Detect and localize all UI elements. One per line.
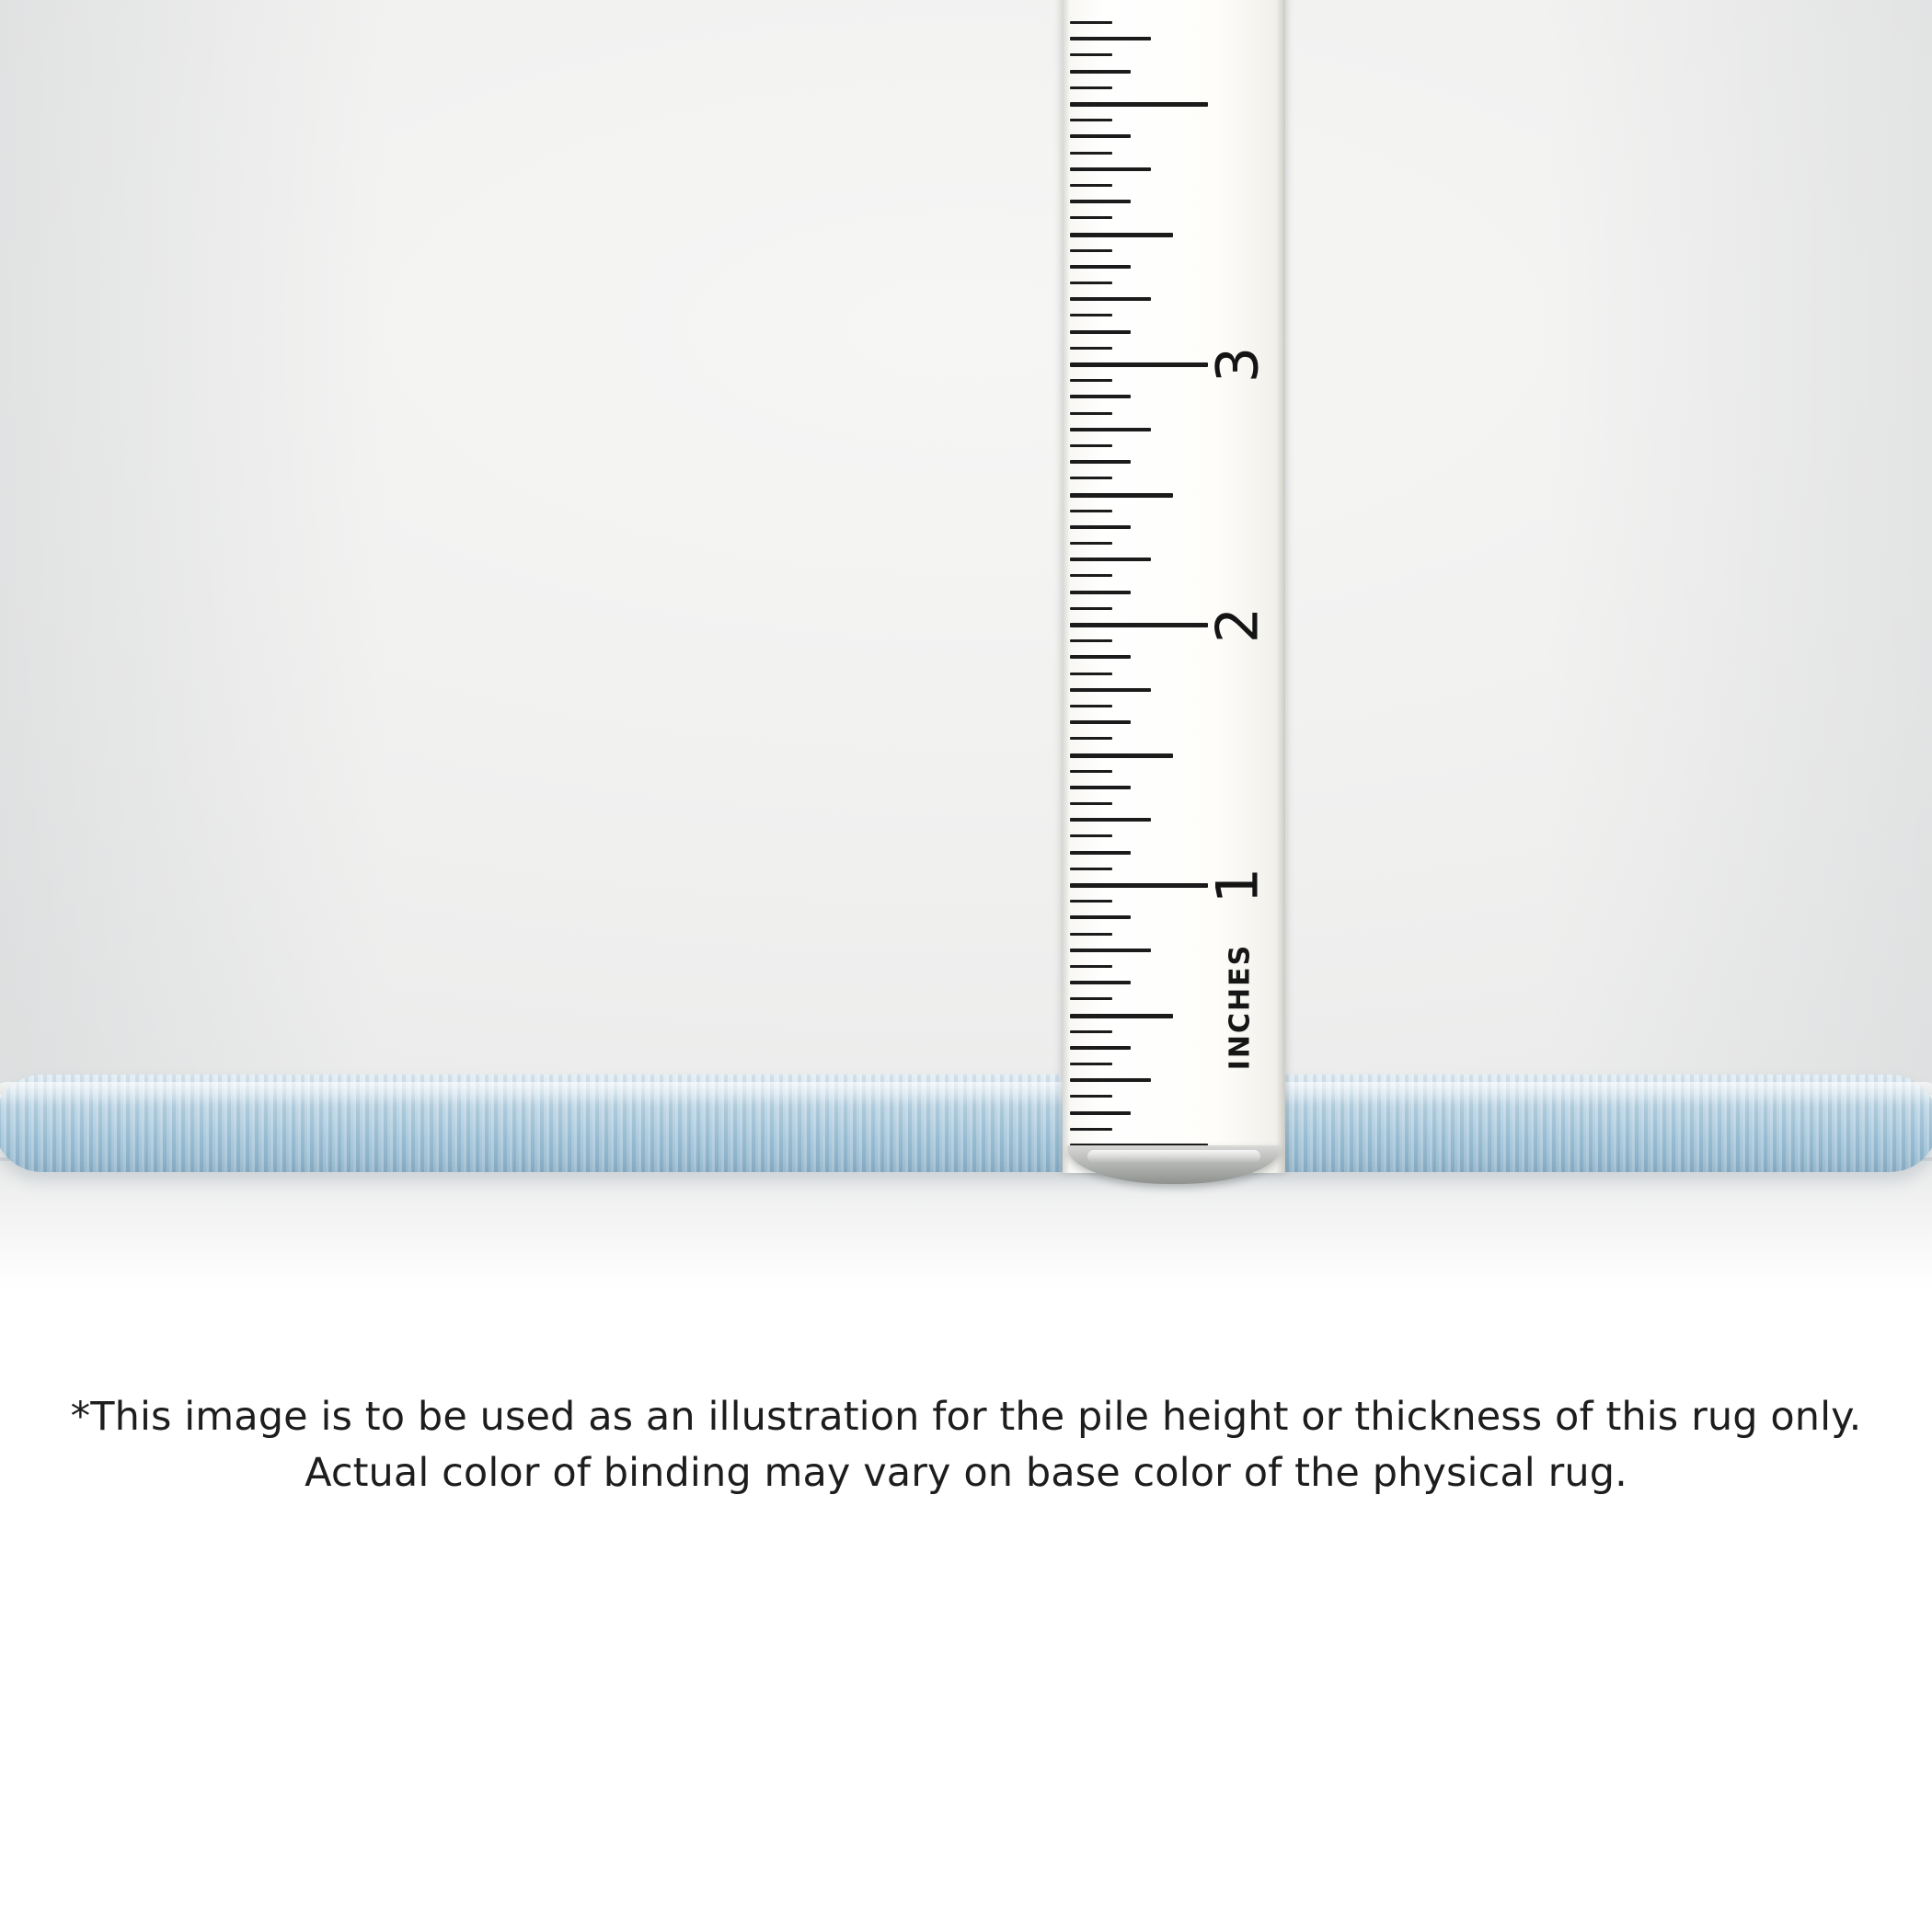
ruler-tick	[1070, 981, 1131, 984]
ruler-tick	[1070, 607, 1112, 610]
ruler-tick	[1070, 297, 1151, 301]
ruler-tick	[1070, 1063, 1112, 1065]
ruler-tick	[1070, 770, 1112, 773]
disclaimer-caption	[0, 1389, 1932, 1501]
ruler-tick	[1070, 362, 1208, 367]
ruler-tick	[1070, 493, 1173, 498]
ruler-tick	[1070, 883, 1208, 888]
ruler-tick	[1070, 997, 1112, 1000]
ruler-edge-right	[1276, 0, 1285, 1173]
floor-surface	[0, 1161, 1932, 1288]
ruler-tick	[1070, 753, 1173, 758]
ruler-tick	[1070, 868, 1112, 870]
ruler-tick	[1070, 21, 1112, 24]
ruler-tick	[1070, 184, 1112, 187]
ruler-tick	[1070, 720, 1131, 724]
ruler-unit-label: INCHES	[1224, 943, 1257, 1071]
ruler-tick	[1070, 379, 1112, 382]
ruler-tick	[1070, 705, 1112, 707]
rug-binding-edge	[0, 1075, 1932, 1172]
ruler-tick	[1070, 542, 1112, 545]
ruler-tick	[1070, 216, 1112, 219]
ruler-tick	[1070, 900, 1112, 903]
ruler-tick	[1070, 37, 1151, 40]
ruler-tick	[1070, 1128, 1112, 1131]
ruler-tick	[1070, 786, 1131, 789]
ruler-tick	[1070, 915, 1131, 919]
ruler-tick	[1070, 428, 1151, 431]
ruler-tick	[1070, 655, 1131, 659]
ruler-tick	[1070, 330, 1131, 334]
ruler-tick	[1070, 688, 1151, 692]
ruler-tick	[1070, 53, 1112, 56]
backdrop-shade-right	[1546, 0, 1932, 1095]
ruler-number-2: 2	[1203, 606, 1271, 644]
ruler-tick	[1070, 86, 1112, 89]
ruler-tick	[1070, 1014, 1173, 1018]
ruler-tick	[1070, 1078, 1151, 1082]
ruler-tick	[1070, 737, 1112, 740]
ruler-tick	[1070, 834, 1112, 837]
backdrop-shade-left	[0, 0, 386, 1095]
ruler-tick	[1070, 265, 1131, 269]
ruler-tick	[1070, 525, 1131, 529]
ruler-tick	[1070, 152, 1112, 155]
ruler-tick	[1070, 249, 1112, 252]
ruler-tick	[1070, 851, 1131, 855]
ruler-tick	[1070, 591, 1131, 594]
ruler-tick	[1070, 623, 1208, 627]
ruler-tick	[1070, 1111, 1131, 1115]
binding-highlight	[0, 1082, 1932, 1106]
ruler-tick	[1070, 233, 1173, 237]
caption-line-2: Actual color of binding may vary on base color of the physical rug.	[305, 1450, 1627, 1497]
ruler-tick	[1070, 70, 1131, 74]
ruler-tick	[1070, 1046, 1131, 1050]
ruler-edge-left	[1063, 0, 1070, 1173]
ruler-tick	[1070, 460, 1131, 464]
ruler-tick	[1070, 395, 1131, 398]
ruler-tick	[1070, 949, 1151, 952]
ruler-tick	[1070, 818, 1151, 822]
caption-line-1: *This image is to be used as an illustration for the pile height or thickness of this rug only.	[70, 1394, 1862, 1440]
ruler-tick	[1070, 933, 1112, 936]
ruler-tick	[1070, 134, 1131, 138]
ruler-tick	[1070, 200, 1131, 203]
ruler-tick	[1070, 412, 1112, 415]
ruler-number-3: 3	[1203, 346, 1271, 384]
ruler-tick	[1070, 802, 1112, 805]
ruler-tick	[1070, 102, 1208, 107]
ruler-tick	[1070, 1095, 1112, 1098]
ruler-tick	[1070, 558, 1151, 561]
ruler-tick	[1070, 347, 1112, 350]
ruler-tick	[1070, 639, 1112, 642]
ruler-tick	[1070, 167, 1151, 171]
ruler-tick	[1070, 282, 1112, 284]
ruler-tick	[1070, 477, 1112, 479]
ruler-number-1: 1	[1203, 867, 1271, 904]
ruler-tick	[1070, 1030, 1112, 1033]
ruler-tick	[1070, 314, 1112, 316]
ruler-tick	[1070, 673, 1112, 675]
ruler-tick	[1070, 510, 1112, 512]
ruler-tick	[1070, 444, 1112, 447]
tape-measure-ruler	[1063, 0, 1285, 1173]
tape-measure-tip-shine	[1087, 1150, 1260, 1163]
ruler-tick	[1070, 119, 1112, 121]
ruler-tick	[1070, 574, 1112, 577]
ruler-tick	[1070, 965, 1112, 968]
